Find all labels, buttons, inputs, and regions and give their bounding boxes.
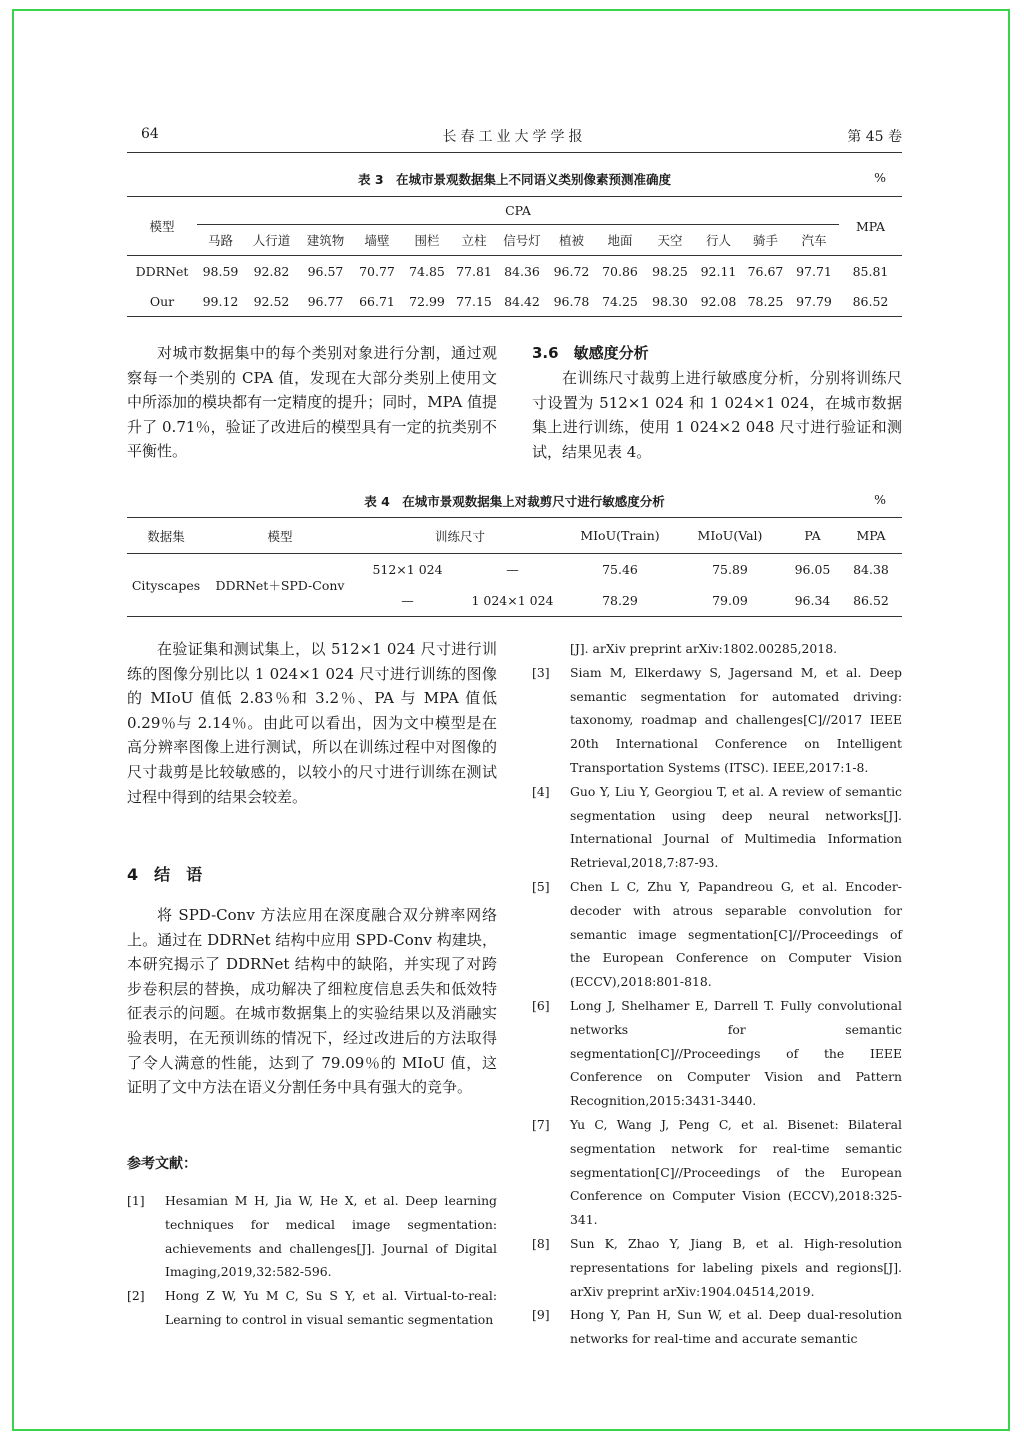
table3-cell: 96.57 bbox=[307, 263, 344, 279]
table3-cell: 92.82 bbox=[253, 263, 290, 279]
reference-item bbox=[532, 1303, 902, 1351]
reference-number: [9] bbox=[532, 1307, 550, 1323]
table4-model: DDRNet＋SPD-Conv bbox=[215, 578, 345, 593]
table3-mpa: 85.81 bbox=[852, 263, 889, 279]
journal-name: 长春工业大学学报 bbox=[442, 129, 587, 145]
table3-cell: 72.99 bbox=[409, 293, 445, 309]
page-number: 64 bbox=[141, 126, 159, 142]
reference-item bbox=[532, 994, 902, 1113]
table3-cpa-header: CPA bbox=[197, 197, 839, 225]
table3-cell: 98.25 bbox=[652, 263, 688, 279]
table3-unit: % bbox=[874, 170, 886, 185]
table3-cell: 77.81 bbox=[456, 263, 492, 279]
table3-class-header: 信号灯 bbox=[496, 225, 548, 256]
table3-cell: 97.71 bbox=[796, 263, 832, 279]
volume-label: 第 45 卷 bbox=[847, 129, 902, 145]
running-header bbox=[127, 126, 902, 153]
table3-caption-text: 表 3 在城市景观数据集上不同语义类别像素预测准确度 bbox=[357, 172, 672, 187]
table4-cell: 1 024×1 024 bbox=[471, 593, 554, 608]
references-right bbox=[532, 637, 902, 1351]
reference-text: Chen L C, Zhu Y, Papandreou G, et al. Encoder-decoder with atrous separable convolution for semantic image segmentation[C]//Proceedings of the European Conference on Computer Vision (ECCV),2018:801-818. bbox=[570, 878, 902, 990]
table3-cell: 96.78 bbox=[553, 293, 590, 309]
reference-item bbox=[532, 661, 902, 780]
table3-cell: 66.71 bbox=[359, 293, 395, 309]
table4-cell: — bbox=[401, 593, 414, 608]
table4-cell: 84.38 bbox=[853, 562, 889, 577]
table4-cell: 96.34 bbox=[794, 593, 831, 608]
table3-cell: 92.11 bbox=[700, 263, 737, 279]
table3-row bbox=[127, 256, 902, 287]
section-4-heading: 4 结 语 bbox=[127, 865, 203, 884]
table4-cell: 512×1 024 bbox=[372, 562, 443, 577]
table4-header-model: 模型 bbox=[205, 518, 355, 554]
table3-cell: 70.86 bbox=[602, 263, 638, 279]
table3-class-header: 建筑物 bbox=[299, 225, 352, 256]
reference-item bbox=[532, 1113, 902, 1232]
table4-header-miou-val: MIoU(Val) bbox=[675, 518, 785, 554]
reference-number: [7] bbox=[532, 1116, 550, 1132]
reference-text: Long J, Shelhamer E, Darrell T. Fully convolutional networks for semantic segmentation[C]//Proceedings of the IEEE Conference on Computer Vision and Pattern Recognition,2015:3431-3440. bbox=[570, 997, 902, 1109]
table4-caption-text: 表 4 在城市景观数据集上对裁剪尺寸进行敏感度分析 bbox=[364, 494, 665, 509]
table4-header-dataset: 数据集 bbox=[127, 518, 205, 554]
reference-text: Yu C, Wang J, Peng C, et al. Bisenet: Bilateral segmentation network for real-time semantic segmentation[C]//Proceedings of the European Conference on Computer Vision (ECCV),2018:325-341. bbox=[570, 1116, 902, 1228]
table4-cell: 75.89 bbox=[712, 562, 748, 577]
table4-cell: 79.09 bbox=[712, 593, 748, 608]
paragraph-cpa-discussion: 对城市数据集中的每个类别对象进行分割，通过观察每一个类别的 CPA 值，发现在大部分类别上使用文中所添加的模块都有一定精度的提升；同时，MPA 值提升了 0.71％，验证了改进后的模型具有一定的抗类别不平衡性。 bbox=[127, 344, 497, 461]
table3-cell: 78.25 bbox=[747, 293, 784, 309]
table4 bbox=[127, 517, 902, 617]
table3-mpa-header: MPA bbox=[839, 197, 902, 256]
table3-class-header: 地面 bbox=[595, 225, 645, 256]
table4-cell: 78.29 bbox=[602, 593, 638, 608]
table4-cell: 75.46 bbox=[602, 562, 638, 577]
reference-number: [2] bbox=[127, 1288, 145, 1304]
table3-mpa: 86.52 bbox=[852, 293, 889, 309]
table3-class-header: 墙壁 bbox=[352, 225, 402, 256]
table3-class-header: 植被 bbox=[548, 225, 595, 256]
reference-item bbox=[127, 1284, 497, 1332]
reference-item bbox=[532, 780, 902, 875]
table3-cell: 77.15 bbox=[456, 293, 492, 309]
reference-text: Siam M, Elkerdawy S, Jagersand M, et al. Deep semantic segmentation for automated driving: taxonomy, roadmap and challenges[C]//2017 IEEE 20th International Conference on Intelligent Transportation Systems (ITSC). IEEE,2017:1-8. bbox=[570, 664, 902, 775]
table3-cell: 84.36 bbox=[504, 263, 540, 279]
table3-cell: 84.42 bbox=[504, 293, 540, 309]
paragraph-conclusion: 将 SPD-Conv 方法应用在深度融合双分辨率网络上。通过在 DDRNet 结构中应用 SPD-Conv 构建块，本研究揭示了 DDRNet 结构中的缺陷，并实现了对跨步卷积层的替换，成功解决了细粒度信息丢失和低效特征表示的问题。在城市数据集上的实验结果以及消融实验表明，在无预训练的情况下，经过改进后的方法取得了令人满意的性能，达到了 79.09％的 MIoU 值，这证明了文中方法在语义分割任务中具有强大的竞争。 bbox=[127, 906, 497, 1097]
table3-model: Our bbox=[149, 293, 175, 309]
reference-continuation: [J]. arXiv preprint arXiv:1802.00285,2018. bbox=[570, 641, 838, 656]
table4-caption bbox=[127, 492, 902, 510]
reference-number: [1] bbox=[127, 1193, 145, 1208]
table3-cell: 97.79 bbox=[796, 293, 832, 309]
table3-cell: 98.59 bbox=[202, 263, 239, 279]
reference-item bbox=[532, 1232, 902, 1303]
table4-cell: — bbox=[506, 562, 519, 577]
reference-number: [4] bbox=[532, 783, 550, 799]
table3-caption bbox=[127, 170, 902, 188]
table3-cell: 76.67 bbox=[747, 263, 784, 279]
table4-cell: 86.52 bbox=[853, 593, 889, 608]
table3-class-header: 行人 bbox=[695, 225, 742, 256]
table3-cell: 74.85 bbox=[409, 263, 445, 279]
reference-text: Hong Z W, Yu M C, Su S Y, et al. Virtual-to-real: Learning to control in visual semantic segmentation bbox=[165, 1288, 497, 1327]
references-heading: 参考文献： bbox=[127, 1156, 197, 1172]
table4-header-miou-train: MIoU(Train) bbox=[565, 518, 675, 554]
table3-cell: 98.30 bbox=[652, 293, 688, 309]
references-left bbox=[127, 1189, 497, 1332]
table3-class-header: 天空 bbox=[645, 225, 695, 256]
table4-header-size: 训练尺寸 bbox=[355, 518, 565, 554]
section-3-6-heading: 3.6 敏感度分析 bbox=[532, 344, 649, 362]
table3-class-header: 围栏 bbox=[402, 225, 452, 256]
table3-cell: 92.08 bbox=[700, 293, 737, 309]
reference-item bbox=[127, 1189, 497, 1284]
table4-header-mpa: MPA bbox=[840, 518, 902, 554]
table3-cell: 74.25 bbox=[602, 293, 638, 309]
table3-class-header: 立柱 bbox=[452, 225, 496, 256]
table3-cell: 92.52 bbox=[253, 293, 290, 309]
table3-model: DDRNet bbox=[135, 263, 189, 279]
table3 bbox=[127, 196, 902, 317]
reference-number: [8] bbox=[532, 1235, 550, 1251]
reference-text: Sun K, Zhao Y, Jiang B, et al. High-resolution representations for labeling pixels and regions[J]. arXiv preprint arXiv:1904.04514,2019. bbox=[570, 1235, 902, 1299]
table3-class-header: 骑手 bbox=[742, 225, 789, 256]
table3-class-header: 人行道 bbox=[244, 225, 299, 256]
table4-dataset: Cityscapes bbox=[131, 577, 201, 593]
table3-row bbox=[127, 286, 902, 317]
reference-text: Hong Y, Pan H, Sun W, et al. Deep dual-resolution networks for real-time and accurate semantic bbox=[570, 1307, 902, 1347]
reference-number: [3] bbox=[532, 664, 550, 680]
paragraph-sensitivity: 在训练尺寸裁剪上进行敏感度分析，分别将训练尺寸设置为 512×1 024 和 1 024×1 024，在城市数据集上进行训练，使用 1 024×2 048 尺寸进行验证和测试，结果见表 4。 bbox=[532, 369, 902, 461]
table3-cell: 96.77 bbox=[307, 293, 344, 309]
table3-class-header: 汽车 bbox=[789, 225, 839, 256]
table3-cell: 96.72 bbox=[553, 263, 590, 279]
table3-model-header: 模型 bbox=[127, 197, 197, 256]
table3-class-header: 马路 bbox=[197, 225, 244, 256]
table4-cell: 96.05 bbox=[794, 562, 831, 577]
reference-number: [6] bbox=[532, 997, 550, 1013]
reference-number: [5] bbox=[532, 878, 550, 894]
paragraph-validation-results: 在验证集和测试集上，以 512×1 024 尺寸进行训练的图像分别比以 1 024×1 024 尺寸进行训练的图像的 MIoU 值低 2.83％和 3.2％、PA 与 MPA 值低 0.29％与 2.14％。由此可以看出，因为文中模型是在高分辨率图像上进行测试，所以在训练过程中对图像的尺寸裁剪是比较敏感的，以较小的尺寸进行训练在测试过程中得到的结果会较差。 bbox=[127, 640, 497, 806]
reference-text: Guo Y, Liu Y, Georgiou T, et al. A review of semantic segmentation using deep neural networks[J]. International Journal of Multimedia Information Retrieval,2018,7:87-93. bbox=[570, 783, 902, 871]
table3-cell: 70.77 bbox=[359, 263, 395, 279]
table4-unit: % bbox=[874, 492, 886, 507]
table3-cell: 99.12 bbox=[202, 293, 239, 309]
reference-text: Hesamian M H, Jia W, He X, et al. Deep learning techniques for medical image segmentation: achievements and challenges[J]. Journal of Digital Imaging,2019,32:582-596. bbox=[165, 1193, 497, 1280]
reference-item bbox=[532, 875, 902, 994]
table4-header-pa: PA bbox=[785, 518, 840, 554]
